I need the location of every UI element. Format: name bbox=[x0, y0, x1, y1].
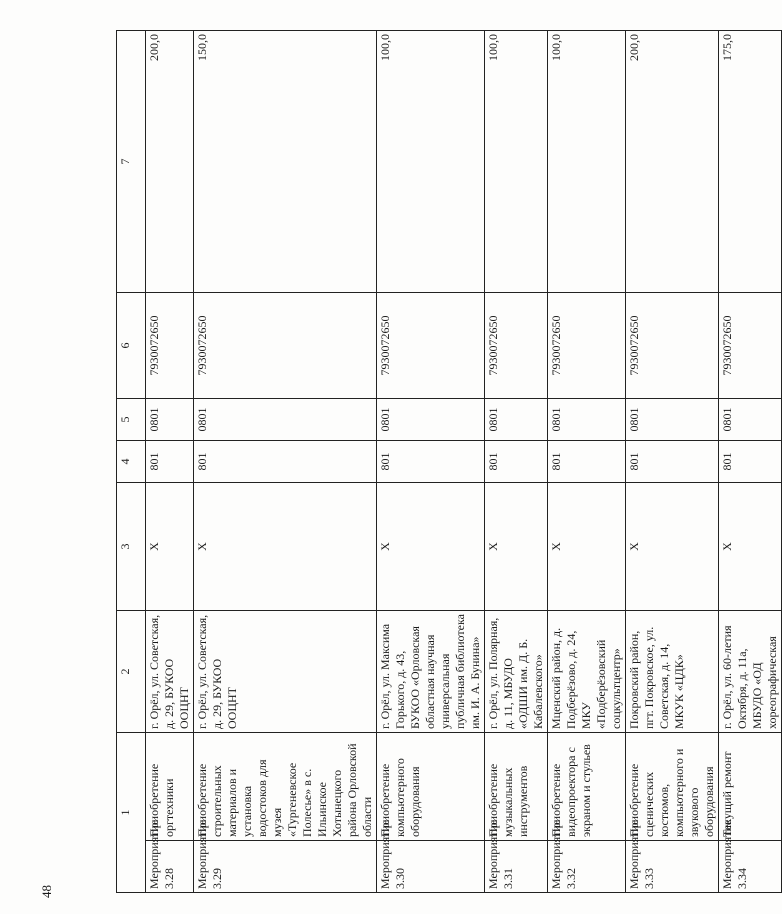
name-cell: Приобретение сценических костюмов, компьютерного и звукового оборудования bbox=[626, 733, 719, 841]
event-cell: Мероприятие 3.29 bbox=[194, 841, 377, 893]
name-cell: Приобретение музыкальных инструментов bbox=[485, 733, 548, 841]
column-header: 7 bbox=[117, 31, 146, 293]
table-row bbox=[485, 31, 548, 893]
col3-cell: X bbox=[377, 483, 485, 611]
col7-cell: 200,0 bbox=[146, 31, 194, 293]
event-cell: Мероприятие 3.30 bbox=[377, 841, 485, 893]
name-cell: Приобретение компьютерного оборудования bbox=[377, 733, 485, 841]
col6-cell: 7930072650 bbox=[377, 293, 485, 399]
name-cell: Приобретение оргтехники bbox=[146, 733, 194, 841]
col7-cell: 100,0 bbox=[485, 31, 548, 293]
col3-cell: X bbox=[485, 483, 548, 611]
col4-cell: 801 bbox=[146, 441, 194, 483]
address-cell: Мценский район, д. Подберёзово, д. 24, МКУ «Подберёзовский соцкультцентр» bbox=[548, 611, 626, 733]
col4-cell: 801 bbox=[194, 441, 377, 483]
budget-table bbox=[116, 30, 782, 893]
table-row bbox=[194, 31, 377, 893]
page-number: 48 bbox=[39, 885, 54, 898]
col3-cell: X bbox=[626, 483, 719, 611]
col4-cell: 801 bbox=[548, 441, 626, 483]
col4-cell: 801 bbox=[377, 441, 485, 483]
header-row bbox=[117, 31, 146, 893]
col6-cell: 7930072650 bbox=[719, 293, 782, 399]
rotated-table-container bbox=[116, 31, 779, 893]
col6-cell: 7930072650 bbox=[146, 293, 194, 399]
address-cell: г. Орёл, ул. 60-летия Октября, д. 11а, МБУДО «ОД хореографическая bbox=[719, 611, 782, 733]
address-cell: г. Орёл, ул. Советская, д. 29, БУКОО ООЦНТ bbox=[146, 611, 194, 733]
col5-cell: 0801 bbox=[146, 399, 194, 441]
col5-cell: 0801 bbox=[194, 399, 377, 441]
event-cell: Мероприятие 3.33 bbox=[626, 841, 719, 893]
col5-cell: 0801 bbox=[548, 399, 626, 441]
col7-cell: 200,0 bbox=[626, 31, 719, 293]
name-cell: Текущий ремонт bbox=[719, 733, 782, 841]
table-row bbox=[626, 31, 719, 893]
col4-cell: 801 bbox=[485, 441, 548, 483]
col5-cell: 0801 bbox=[719, 399, 782, 441]
col4-cell: 801 bbox=[719, 441, 782, 483]
event-cell: Мероприятие 3.28 bbox=[146, 841, 194, 893]
address-cell: г. Орёл, ул. Полярная, д. 11, МБУДО «ОДШИ им. Д. Б. Кабалевского» bbox=[485, 611, 548, 733]
col7-cell: 175,0 bbox=[719, 31, 782, 293]
col3-cell: X bbox=[146, 483, 194, 611]
event-cell: Мероприятие 3.31 bbox=[485, 841, 548, 893]
col7-cell: 150,0 bbox=[194, 31, 377, 293]
address-cell: г. Орёл, ул. Советская, д. 29, БУКОО ООЦНТ bbox=[194, 611, 377, 733]
address-cell: г. Орёл, ул. Максима Горького, д. 43, БУКОО «Орловская областная научная универсальная публичная библиотека им. И. А. Бунина» bbox=[377, 611, 485, 733]
col3-cell: X bbox=[719, 483, 782, 611]
name-cell: Приобретение видеопроектора с экраном и стульев bbox=[548, 733, 626, 841]
col7-cell: 100,0 bbox=[548, 31, 626, 293]
col3-cell: X bbox=[194, 483, 377, 611]
col5-cell: 0801 bbox=[377, 399, 485, 441]
col6-cell: 7930072650 bbox=[626, 293, 719, 399]
table-row bbox=[719, 31, 782, 893]
column-header: 3 bbox=[117, 483, 146, 611]
col3-cell: X bbox=[548, 483, 626, 611]
col6-cell: 7930072650 bbox=[548, 293, 626, 399]
column-header: 2 bbox=[117, 611, 146, 733]
column-header: 5 bbox=[117, 399, 146, 441]
event-cell: Мероприятие 3.34 bbox=[719, 841, 782, 893]
column-header: 1 bbox=[117, 733, 146, 893]
table-row bbox=[377, 31, 485, 893]
column-header: 4 bbox=[117, 441, 146, 483]
col5-cell: 0801 bbox=[485, 399, 548, 441]
name-cell: Приобретение строительных материалов и установка водостоков для музея «Тургеневское Полесье» в с. Ильинское Хотынецкого района Орловской области bbox=[194, 733, 377, 841]
col6-cell: 7930072650 bbox=[194, 293, 377, 399]
col6-cell: 7930072650 bbox=[485, 293, 548, 399]
table-row bbox=[146, 31, 194, 893]
col4-cell: 801 bbox=[626, 441, 719, 483]
column-header: 6 bbox=[117, 293, 146, 399]
address-cell: Покровский район, пгт. Покровское, ул. Советская, д. 14, МКУК «ЦДК» bbox=[626, 611, 719, 733]
col7-cell: 100,0 bbox=[377, 31, 485, 293]
event-cell: Мероприятие 3.32 bbox=[548, 841, 626, 893]
table-row bbox=[548, 31, 626, 893]
col5-cell: 0801 bbox=[626, 399, 719, 441]
